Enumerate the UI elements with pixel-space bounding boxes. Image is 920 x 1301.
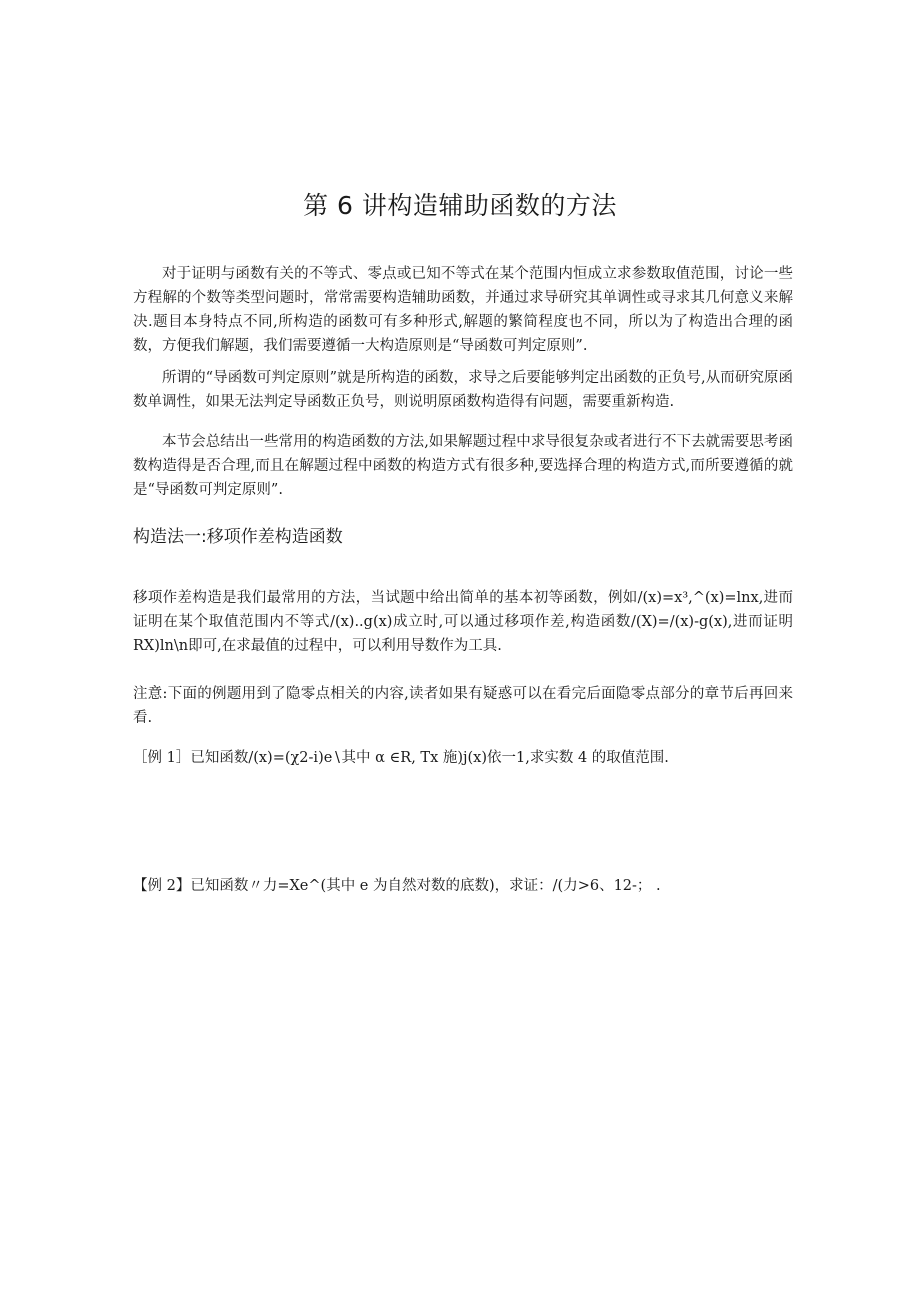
example-2: 【例 2】已知函数〃力=Xe^(其中 e 为自然对数的底数)，求证：/(力>6、12-； . (133, 878, 661, 894)
section-body: 移项作差构造是我们最常用的方法，当试题中给出简单的基本初等函数，例如/(x)=x³,^(x)=lnx,进而证明在某个取值范围内不等式/(x)..g(x)成立时,可以通过移项作差,构造函数/(X)=/(x)-g(x),进而证明RX)ln\n即可,在求最值的过程中，可以利用导数作为工具. (133, 590, 793, 654)
intro-paragraph-2: 所谓的“导函数可判定原则”就是所构造的函数，求导之后要能够判定出函数的正负号,从而研究原函数单调性，如果无法判定导函数正负号，则说明原函数构造得有问题，需要重新构造. (133, 370, 793, 410)
intro-paragraph-1: 对于证明与函数有关的不等式、零点或已知不等式在某个范围内恒成立求参数取值范围，讨论一些方程解的个数等类型问题时，常常需要构造辅助函数，并通过求导研究其单调性或寻求其几何意义来解决.题目本身特点不同,所构造的函数可有多种形式,解题的繁简程度也不同，所以为了构造出合理的函数，方便我们解题，我们需要遵循一大构造原则是“导函数可判定原则”. (133, 266, 793, 354)
intro-paragraph-3: 本节会总结出一些常用的构造函数的方法,如果解题过程中求导很复杂或者进行不下去就需要思考函数构造得是否合理,而且在解题过程中函数的构造方式有很多种,要选择合理的构造方式,而所要遵循的就是“导函数可判定原则”. (133, 434, 793, 498)
example-1: ［例 1］已知函数/(x)=(χ2-i)e∖其中 α ∈R, Tx 施)j(x)依一1,求实数 4 的取值范围. (133, 750, 669, 766)
section-heading: 构造法一:移项作差构造函数 (133, 527, 343, 547)
section-note: 注意:下面的例题用到了隐零点相关的内容,读者如果有疑惑可以在看完后面隐零点部分的章节后再回来看. (133, 686, 793, 726)
document-title: 第 6 讲构造辅助函数的方法 (303, 191, 617, 220)
